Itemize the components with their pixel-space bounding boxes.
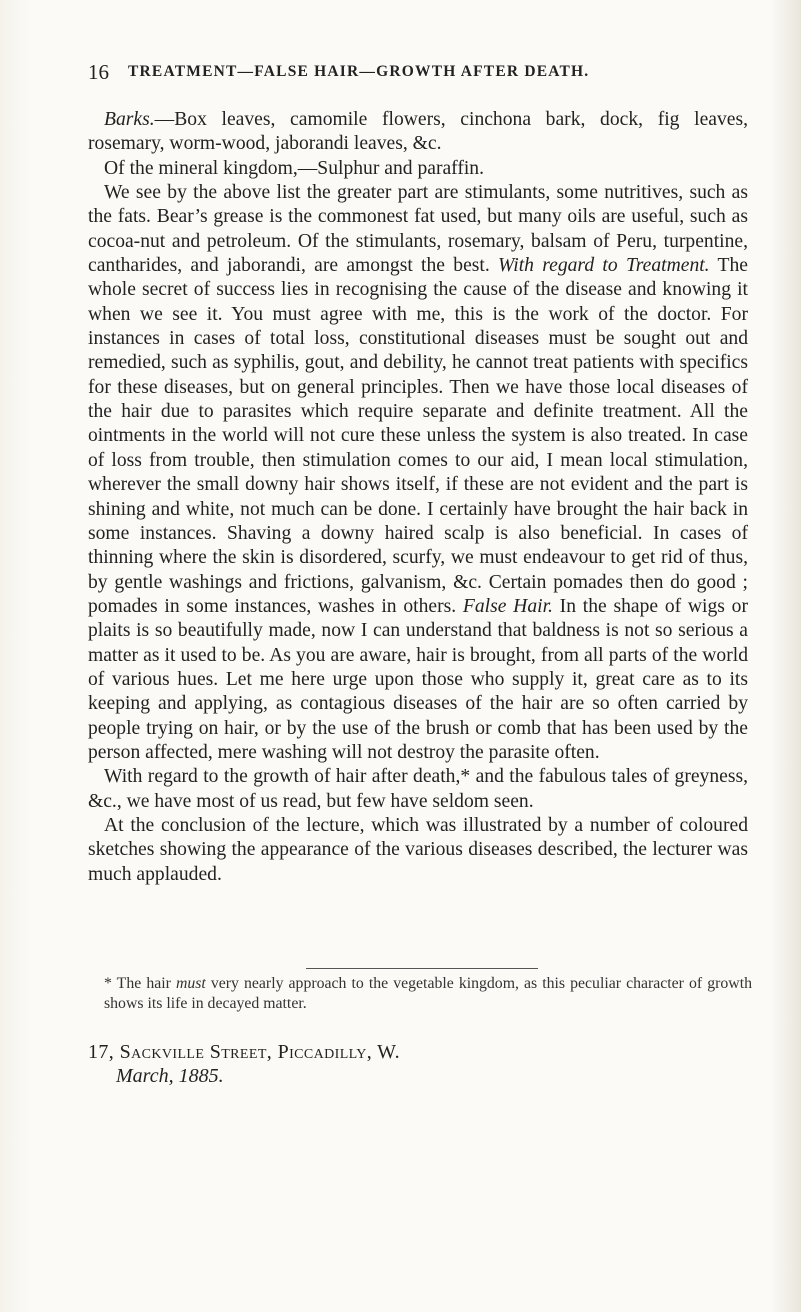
- body-text: [88, 108, 748, 887]
- false-hair-label: False Hair.: [462, 595, 553, 617]
- address-block: [88, 1040, 748, 1088]
- barks-label: Barks.: [104, 109, 155, 130]
- footnote-after: very nearly approach to the vegetable kingdom, as this peculiar character of growth shows its life in decayed matter.: [104, 975, 752, 1012]
- footnote-before: * The hair: [104, 975, 176, 992]
- paragraph-growth: With regard to the growth of hair after death,* and the fabulous tales of greyness, &c., we have most of us read, but few have seldom seen.: [88, 766, 748, 812]
- footnote: [88, 974, 752, 1014]
- street-address: 17, Sackville Street, Piccadilly, W.: [88, 1041, 401, 1063]
- stimulants-text: We see by the above list the greater part are stimulants, some nutritives, such as the fats. Bear’s grease is the commonest fat used, but many oils are useful, such as cocoa-nut and petroleum. Of the stimulants, rosemary, balsam of Peru, turpentine, cantharides, and jaborandi, are amongst the best.: [88, 182, 748, 277]
- paragraph-barks: [88, 108, 748, 157]
- treatment-text: The whole secret of success lies in recognising the cause of the disease and knowing it when we see it. You must agree with me, this is the work of the doctor. For instances in cases of total loss, constitutional diseases must be sought out and remedied, such as syphilis, gout, and debility, he cannot treat patients with specifics for these diseases, but on general principles. Then we have those local diseases of the hair due to parasites which require separate and definite treatment. All the ointments in the world will not cure these unless the system is also treated. In case of loss from trouble, then stimulation comes to our aid, I mean local stimulation, wherever the small downy hair shows itself, if these are not evident and the part is shining and white, not much can be done. I certainly have brought the hair back in some instances. Shaving a downy haired scalp is also beneficial. In cases of thinning where the skin is disordered, scurfy, we must endeavour to get rid of thus, by gentle washings and frictions, galvanism, &c. Certain pomades then do good ; pomades in some instances, washes in others.: [88, 255, 748, 617]
- false-hair-text: In the shape of wigs or plaits is so beautifully made, now I can understand that baldness is not so serious a matter as it used to be. As you are aware, hair is brought, from all parts of the world of various hues. Let me here urge upon those who supply it, great care as to its keeping and applying, as contagious diseases of the hair are so often carried by people trying on hair, or by the use of the brush or comb that has been used by the person affected, mere washing will not destroy the parasite often.: [88, 595, 748, 763]
- footnote-emphasis: must: [175, 975, 206, 992]
- paragraph-mineral: Of the mineral kingdom,—Sulphur and paraffin.: [104, 157, 485, 179]
- treatment-label: With regard to Treatment.: [498, 255, 710, 277]
- address-date: March, 1885.: [116, 1065, 224, 1087]
- footnote-text: [88, 974, 752, 1014]
- running-head: TREATMENT—FALSE HAIR—GROWTH AFTER DEATH.: [128, 63, 590, 80]
- footnote-divider: [306, 968, 538, 969]
- paragraph-stimulants: [88, 181, 748, 765]
- barks-text: —Box leaves, camomile flowers, cinchona bark, dock, fig leaves, rosemary, worm-wood, jaborandi leaves, &c.: [88, 109, 748, 155]
- page-header: [88, 60, 748, 90]
- paragraph-conclusion: At the conclusion of the lecture, which was illustrated by a number of coloured sketches showing the appearance of the various diseases described, the lecturer was much applauded.: [88, 814, 748, 885]
- page-number: 16: [88, 60, 109, 84]
